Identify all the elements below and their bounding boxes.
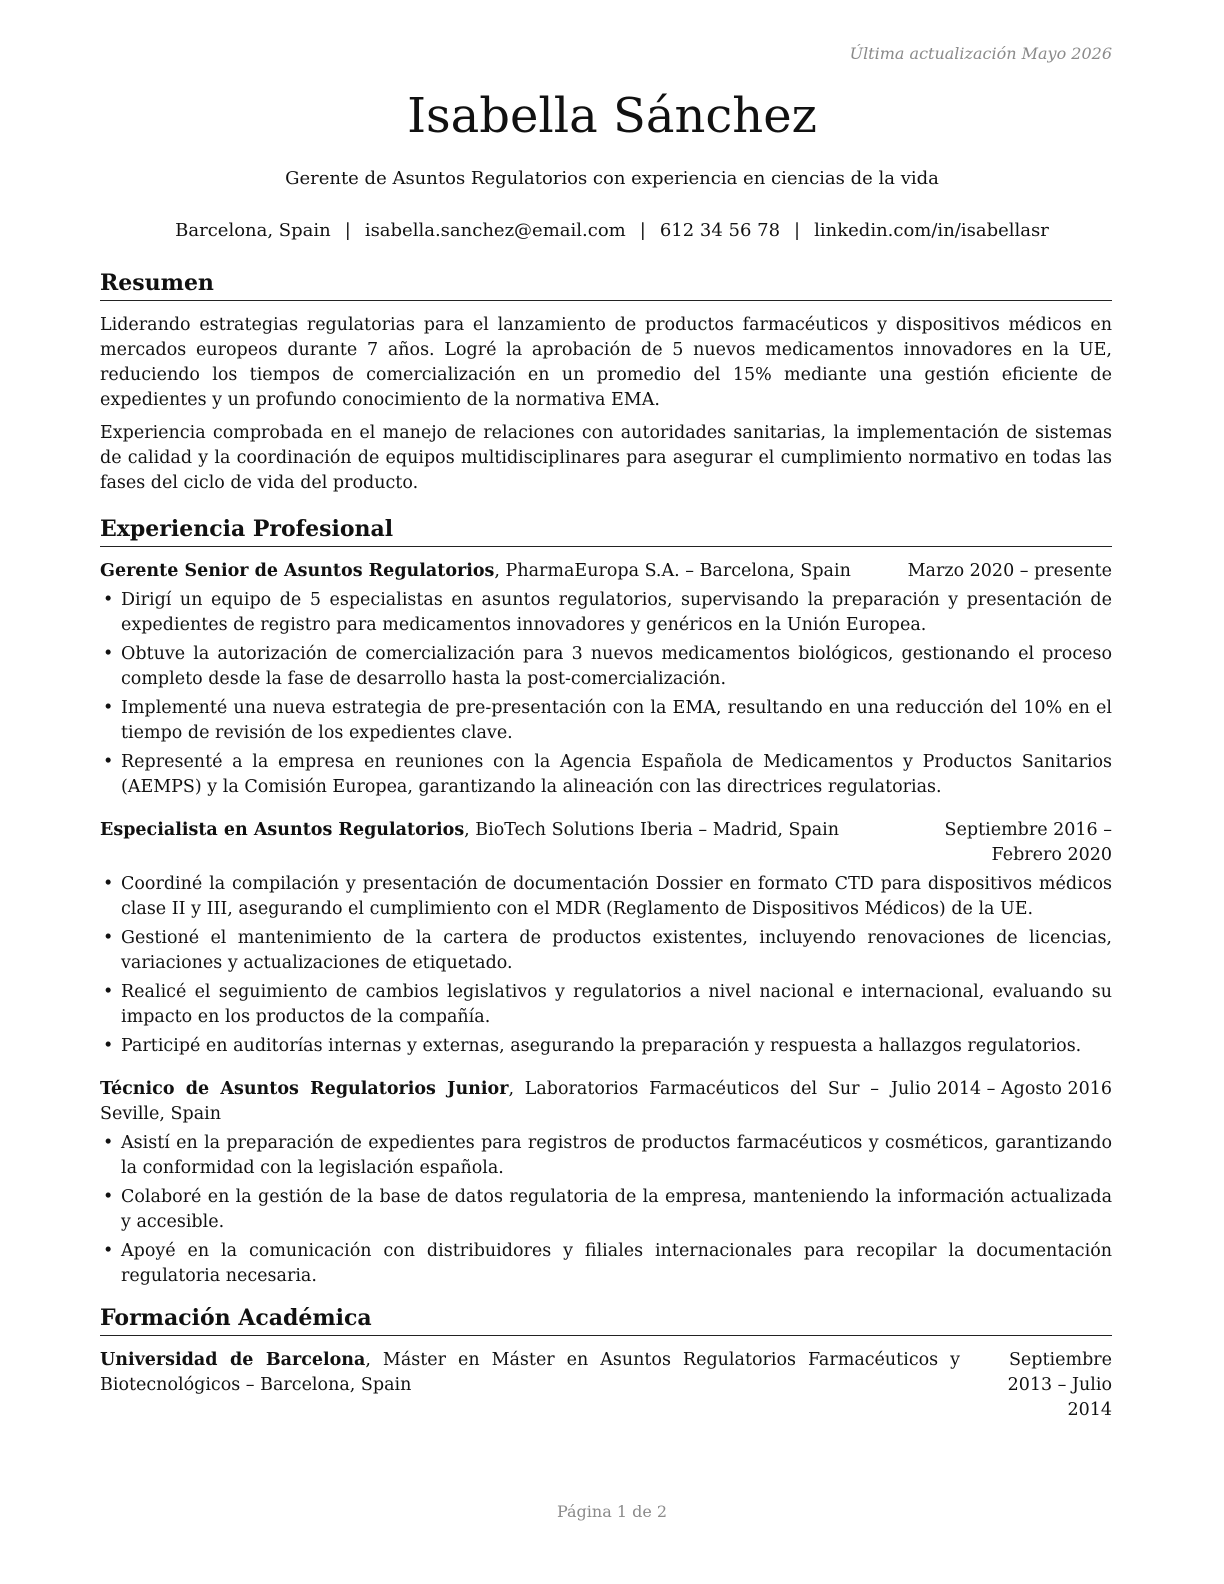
education-detail: , Máster en Máster en Asuntos Regulatorios Farmacéuticos y Biotecnológicos – Barcelona, Spain bbox=[100, 1350, 960, 1395]
resume-content bbox=[100, 268, 1112, 1423]
education-school: Universidad de Barcelona bbox=[100, 1350, 366, 1370]
job-entry bbox=[100, 1077, 1112, 1289]
job-bullets bbox=[100, 872, 1112, 1059]
job-bullets bbox=[100, 588, 1112, 800]
bullet-item: • Realicé el seguimiento de cambios legislativos y regulatorios a nivel nacional e internacional, evaluando su impacto en los productos de la compañía. bbox=[100, 980, 1112, 1030]
job-role: Especialista en Asuntos Regulatorios bbox=[100, 820, 465, 840]
education-entry bbox=[100, 1348, 1112, 1423]
last-updated: Última actualización Mayo 2026 bbox=[849, 44, 1112, 63]
job-entry bbox=[100, 818, 1112, 1059]
bullet-item: • Coordiné la compilación y presentación de documentación Dossier en formato CTD para dispositivos médicos clase II y III, asegurando el cumplimiento con el MDR (Reglamento de Dispositivos Médicos) de la UE. bbox=[100, 872, 1112, 922]
education-section bbox=[100, 1303, 1112, 1423]
candidate-name: Isabella Sánchez bbox=[407, 88, 817, 144]
job-header bbox=[100, 818, 1112, 868]
bullet-item: • Dirigí un equipo de 5 especialistas en asuntos regulatorios, supervisando la preparación y presentación de expedientes de registro para medicamentos innovadores y genéricos en la Unión Europea. bbox=[100, 588, 1112, 638]
bullet-item: • Implementé una nueva estrategia de pre-presentación con la EMA, resultando en una reducción del 10% en el tiempo de revisión de los expedientes clave. bbox=[100, 696, 1112, 746]
contact-separator: | bbox=[639, 220, 646, 241]
job-dates: Marzo 2020 – presente bbox=[907, 561, 1112, 581]
bullet-item: • Asistí en la preparación de expedientes para registros de productos farmacéuticos y cosméticos, garantizando la conformidad con la legislación española. bbox=[100, 1131, 1112, 1181]
job-bullets bbox=[100, 1131, 1112, 1289]
contact-separator: | bbox=[344, 220, 351, 241]
bullet-item: • Obtuve la autorización de comercialización para 3 nuevos medicamentos biológicos, gestionando el proceso completo desde la fase de desarrollo hasta la post-comercialización. bbox=[100, 642, 1112, 692]
contact-email[interactable]: isabella.sanchez@email.com bbox=[364, 220, 626, 241]
bullet-item: • Colaboré en la gestión de la base de datos regulatoria de la empresa, manteniendo la información actualizada y accesible. bbox=[100, 1185, 1112, 1235]
summary-paragraph: Experiencia comprobada en el manejo de relaciones con autoridades sanitarias, la implementación de sistemas de calidad y la coordinación de equipos multidisciplinares para asegurar el cumplimiento normativo en todas las fases del ciclo de vida del producto. bbox=[100, 423, 1112, 493]
contact-line bbox=[0, 220, 1224, 241]
contact-phone: 612 34 56 78 bbox=[659, 220, 781, 241]
bullet-item: • Participé en auditorías internas y externas, asegurando la preparación y respuesta a hallazgos regulatorios. bbox=[100, 1034, 1112, 1059]
experience-title: Experiencia Profesional bbox=[100, 514, 1112, 547]
bullet-item: • Gestioné el mantenimiento de la cartera de productos existentes, incluyendo renovaciones de licencias, variaciones y actualizaciones de etiquetado. bbox=[100, 926, 1112, 976]
job-role: Gerente Senior de Asuntos Regulatorios bbox=[100, 561, 495, 581]
job-role: Técnico de Asuntos Regulatorios Junior bbox=[100, 1079, 509, 1099]
job-organization: , Laboratorios Farmacéuticos del Sur – Seville, Spain bbox=[100, 1079, 879, 1124]
education-title: Formación Académica bbox=[100, 1303, 1112, 1336]
job-header bbox=[100, 1077, 1112, 1127]
bullet-item: • Representé a la empresa en reuniones con la Agencia Española de Medicamentos y Productos Sanitarios (AEMPS) y la Comisión Europea, garantizando la alineación con las directrices regulatorias. bbox=[100, 750, 1112, 800]
job-dates: Julio 2014 – Agosto 2016 bbox=[890, 1079, 1112, 1099]
contact-linkedin[interactable]: linkedin.com/in/isabellasr bbox=[814, 220, 1049, 241]
job-dates: Septiembre 2016 – Febrero 2020 bbox=[944, 820, 1112, 865]
job-entry bbox=[100, 559, 1112, 800]
page-number: Página 1 de 2 bbox=[556, 1502, 668, 1521]
job-organization: , BioTech Solutions Iberia – Madrid, Spain bbox=[464, 820, 840, 840]
contact-separator: | bbox=[794, 220, 801, 241]
education-dates: Septiembre 2013 – Julio 2014 bbox=[1007, 1350, 1112, 1420]
job-header bbox=[100, 559, 1112, 584]
job-organization: , PharmaEuropa S.A. – Barcelona, Spain bbox=[494, 561, 851, 581]
bullet-item: • Apoyé en la comunicación con distribuidores y filiales internacionales para recopilar la documentación regulatoria necesaria. bbox=[100, 1239, 1112, 1289]
summary-title: Resumen bbox=[100, 268, 1112, 301]
summary-paragraph: Liderando estrategias regulatorias para el lanzamiento de productos farmacéuticos y dispositivos médicos en mercados europeos durante 7 años. Logré la aprobación de 5 nuevos medicamentos innovadores en la UE, reduciendo los tiempos de comercialización en un promedio del 15% mediante una gestión eficiente de expedientes y un profundo conocimiento de la normativa EMA. bbox=[100, 315, 1112, 410]
headline: Gerente de Asuntos Regulatorios con experiencia en ciencias de la vida bbox=[285, 168, 939, 189]
contact-location: Barcelona, Spain bbox=[175, 220, 331, 241]
experience-section bbox=[100, 514, 1112, 1289]
summary-section bbox=[100, 268, 1112, 496]
